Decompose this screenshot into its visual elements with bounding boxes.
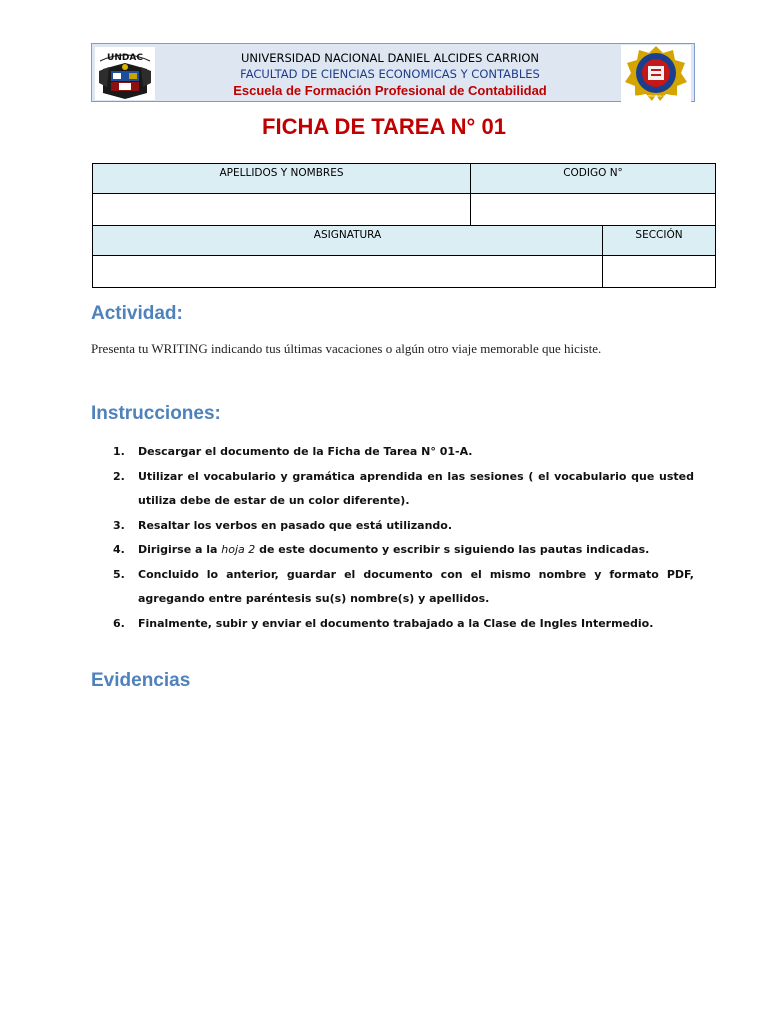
code-field[interactable] bbox=[471, 194, 716, 226]
list-item: 2. Utilizar el vocabulario y gramática aprendida en las sesiones ( el vocabulario que usted utiliza debe de estar de un color diferente). bbox=[113, 469, 694, 507]
university-name: UNIVERSIDAD NACIONAL DANIEL ALCIDES CARRION bbox=[240, 51, 540, 65]
list-item: 3. Resaltar los verbos en pasado que está utilizando. bbox=[113, 518, 453, 532]
list-item: 1. Descargar el documento de la Ficha de Tarea N° 01-A. bbox=[113, 445, 473, 458]
contabilidad-emblem-icon bbox=[621, 45, 691, 102]
subject-field[interactable] bbox=[93, 256, 603, 288]
school-name: Escuela de Formación Profesional de Contabilidad bbox=[233, 83, 547, 98]
actividad-heading: Actividad: bbox=[91, 303, 183, 324]
instructions-list bbox=[91, 440, 694, 636]
list-item: 5. Concluido lo anterior, guardar el documento con el mismo nombre y formato PDF, agregando entre paréntesis su(s) nombre(s) y apellidos. bbox=[113, 567, 694, 605]
instrucciones-heading: Instrucciones: bbox=[91, 403, 221, 424]
faculty-name: FACULTAD DE CIENCIAS ECONOMICAS Y CONTABLES bbox=[240, 67, 540, 81]
actividad-text: Presenta tu WRITING indicando tus últimas vacaciones o algún otro viaje memorable que hiciste. bbox=[91, 341, 602, 356]
code-header: CODIGO N° bbox=[471, 164, 716, 194]
names-header: APELLIDOS Y NOMBRES bbox=[93, 164, 471, 194]
logo-right-lettering: ESCUELA PROFESIONAL CONTABILIDAD bbox=[626, 94, 686, 98]
section-field[interactable] bbox=[603, 256, 716, 288]
subject-header: ASIGNATURA bbox=[93, 226, 603, 256]
header-banner bbox=[91, 43, 695, 102]
student-info-table bbox=[92, 163, 716, 288]
undac-logo-icon bbox=[95, 47, 155, 100]
evidencias-heading: Evidencias bbox=[91, 670, 191, 691]
page-title: FICHA DE TAREA N° 01 bbox=[262, 114, 506, 139]
logo-left-lettering: UNDAC bbox=[107, 53, 143, 63]
list-item: 6. Finalmente, subir y enviar el documento trabajado a la Clase de Ingles Intermedio. bbox=[113, 616, 654, 630]
section-header: SECCIÓN bbox=[603, 226, 716, 256]
list-item: 4. Dirigirse a la hoja 2 de este documento y escribir s siguiendo las pautas indicadas. bbox=[113, 543, 650, 556]
names-field[interactable] bbox=[93, 194, 471, 226]
